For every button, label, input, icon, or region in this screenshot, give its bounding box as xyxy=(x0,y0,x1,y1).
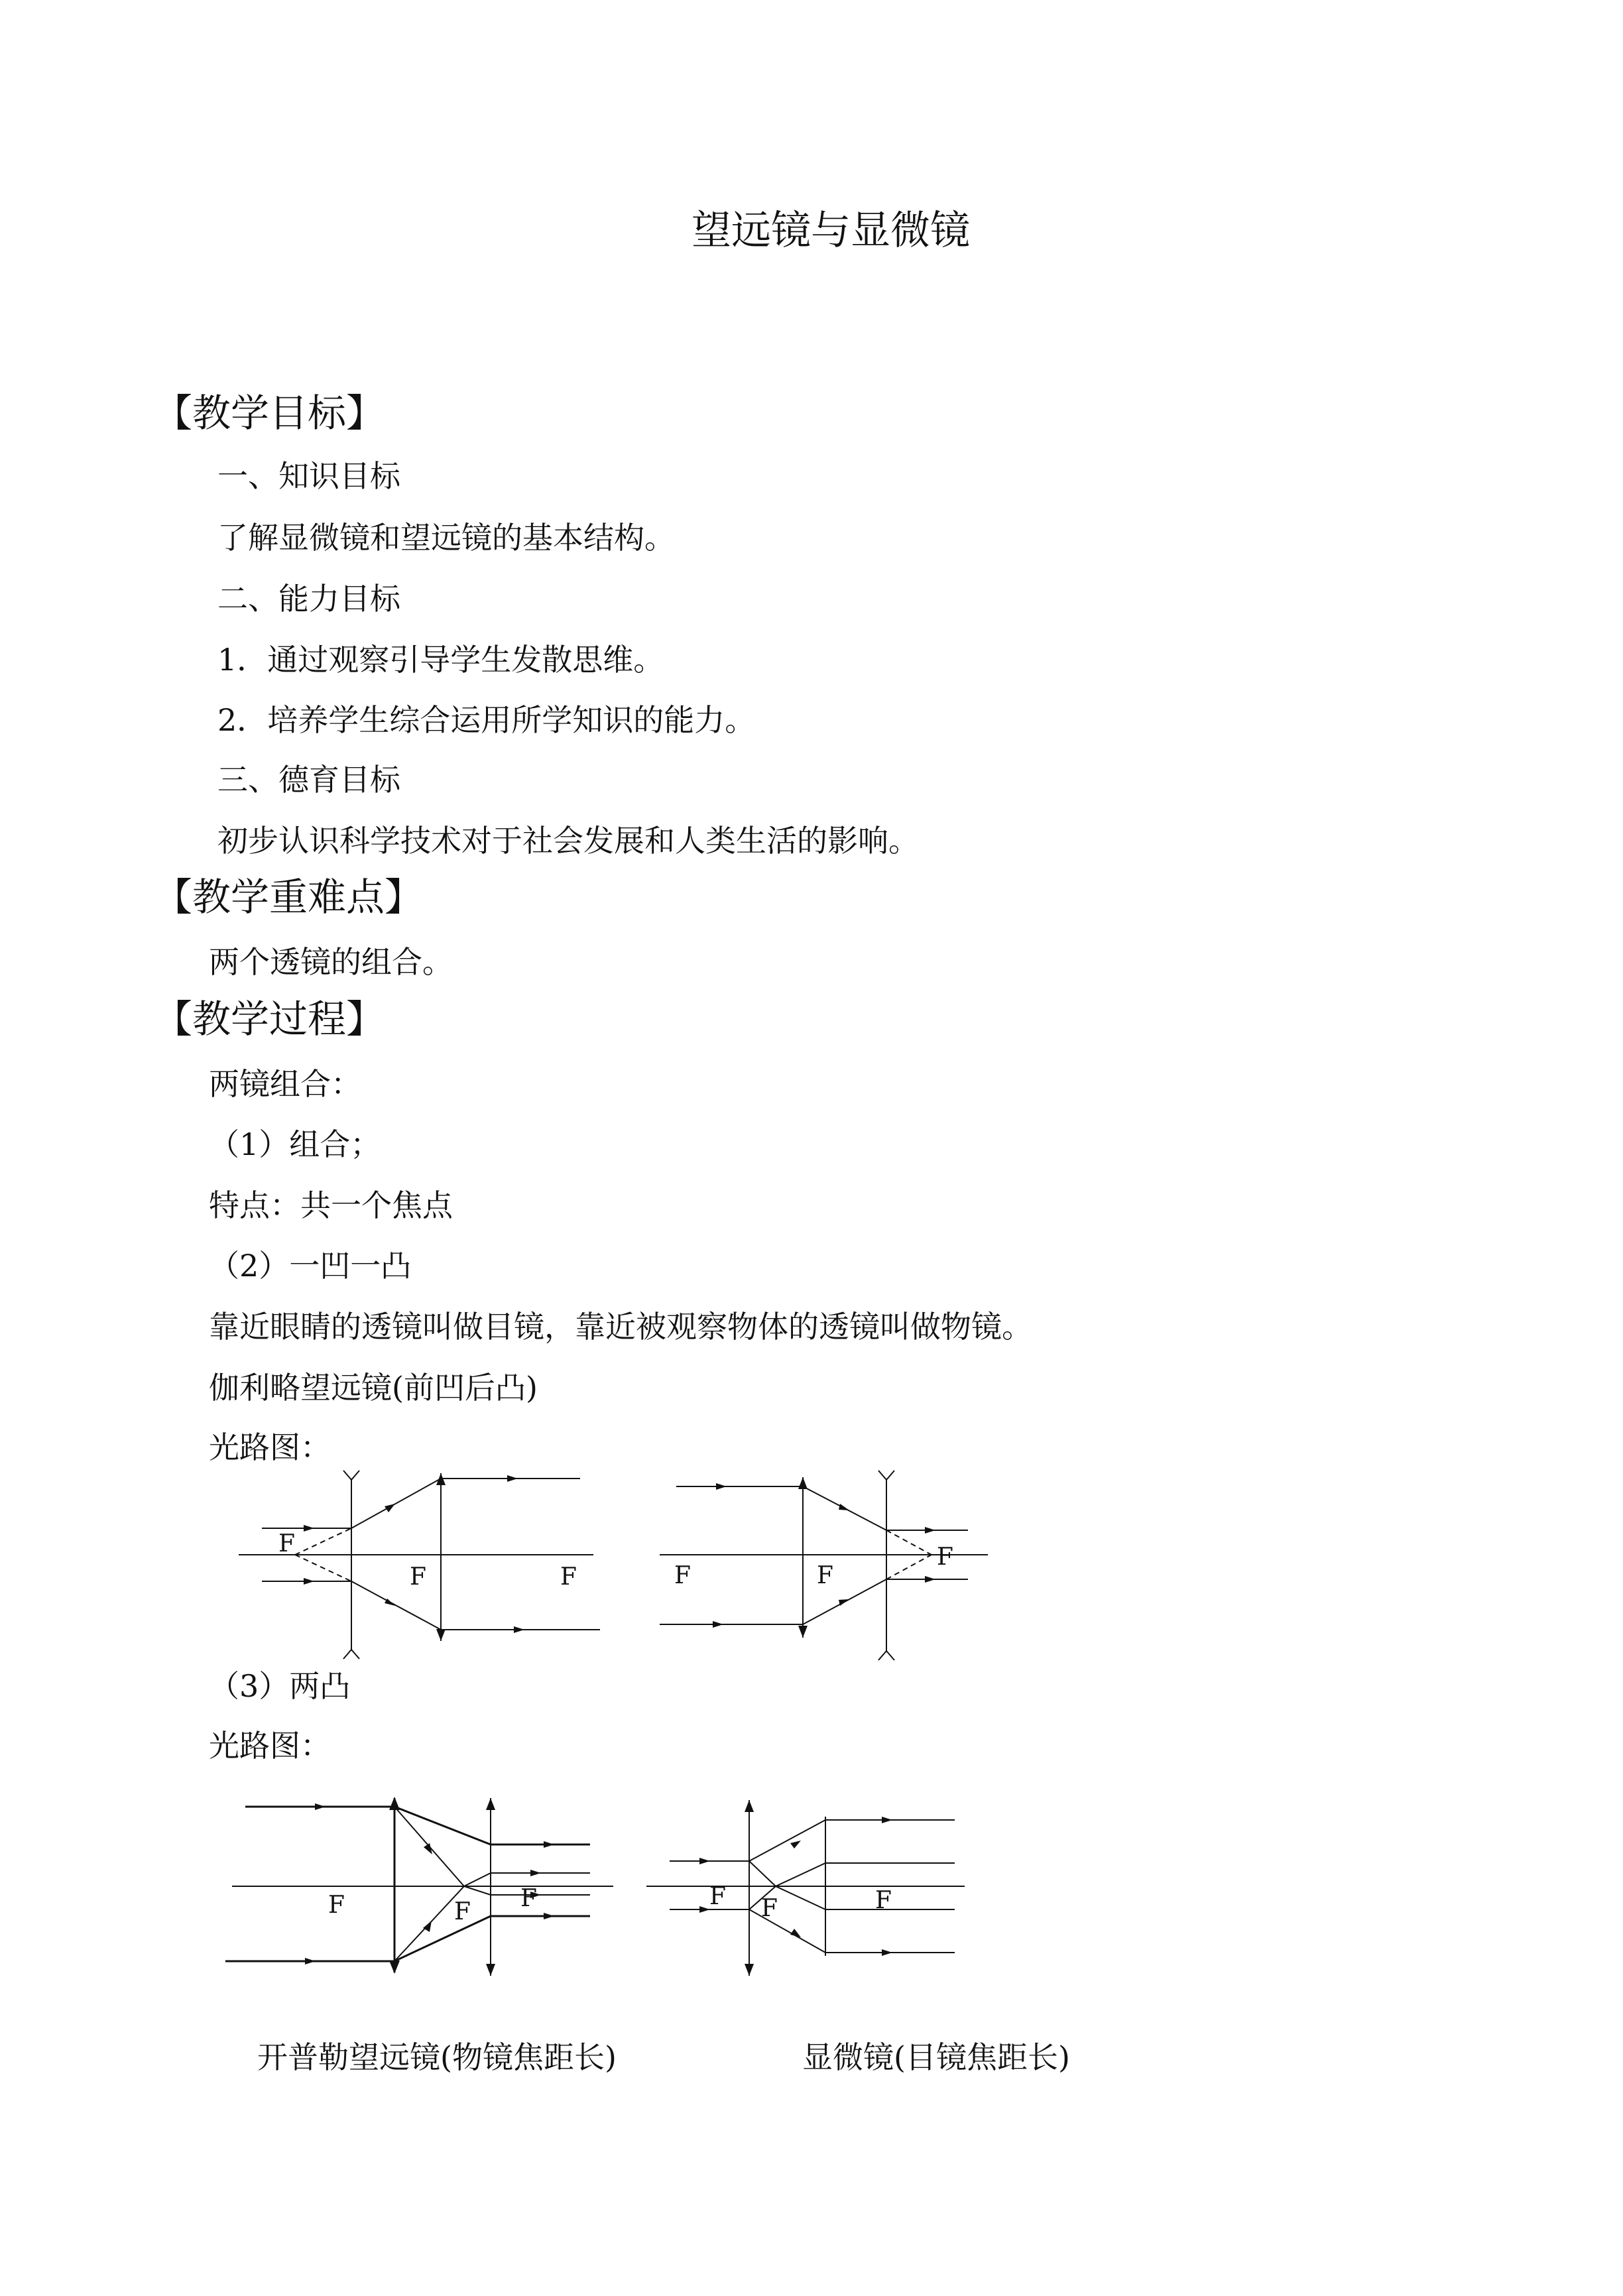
process-line-3: 特点：共一个焦点 xyxy=(209,1187,453,1223)
knowledge-heading: 一、知识目标 xyxy=(217,458,400,494)
caption-kepler: 开普勒望远镜(物镜焦距长) xyxy=(257,2039,617,2075)
focus-label-5: F xyxy=(817,1562,833,1589)
process-line-4: （2）一凹一凸 xyxy=(209,1248,412,1284)
key-points-text: 两个透镜的组合。 xyxy=(209,944,453,980)
microscope-diagram xyxy=(643,1790,1021,1989)
galilean-diagram-left xyxy=(225,1465,610,1658)
process-line-7: 光路图： xyxy=(209,1429,331,1465)
focus-label-7: F xyxy=(328,1892,345,1919)
focus-label-10: F xyxy=(709,1883,726,1910)
focus-label-11: F xyxy=(761,1895,778,1922)
page-title: 望远镜与显微镜 xyxy=(691,208,970,254)
focus-label-4: F xyxy=(674,1562,691,1589)
kepler-diagram xyxy=(219,1790,630,1989)
moral-heading: 三、德育目标 xyxy=(217,762,400,798)
process-line-6: 伽利略望远镜(前凹后凸) xyxy=(209,1370,538,1406)
moral-text: 初步认识科学技术对于社会发展和人类生活的影响。 xyxy=(217,823,919,859)
ability-item-2: 2．培养学生综合运用所学知识的能力。 xyxy=(217,702,756,738)
ability-heading: 二、能力目标 xyxy=(217,581,400,617)
focus-label-6: F xyxy=(937,1543,953,1571)
focus-label-3: F xyxy=(560,1563,577,1591)
process-line-1: 两镜组合： xyxy=(209,1066,361,1102)
key-points-heading: 【教学重难点】 xyxy=(154,875,424,920)
process-line-2: （1）组合； xyxy=(209,1126,381,1162)
goals-heading: 【教学目标】 xyxy=(154,391,385,436)
process-line-5: 靠近眼睛的透镜叫做目镜，靠近被观察物体的透镜叫做物镜。 xyxy=(209,1309,1032,1345)
focus-label-12: F xyxy=(875,1887,892,1914)
focus-label-1: F xyxy=(278,1530,295,1557)
focus-label-9: F xyxy=(520,1885,537,1912)
knowledge-text: 了解显微镜和望远镜的基本结构。 xyxy=(217,520,675,556)
caption-microscope: 显微镜(目镜焦距长) xyxy=(802,2039,1070,2075)
process-line-9: 光路图： xyxy=(209,1728,331,1764)
galilean-diagram-right xyxy=(646,1465,1031,1658)
process-heading: 【教学过程】 xyxy=(154,997,385,1042)
ability-item-1: 1．通过观察引导学生发散思维。 xyxy=(217,642,664,678)
focus-label-8: F xyxy=(454,1898,471,1925)
focus-label-2: F xyxy=(410,1563,426,1591)
process-line-8: （3）两凸 xyxy=(209,1668,351,1704)
